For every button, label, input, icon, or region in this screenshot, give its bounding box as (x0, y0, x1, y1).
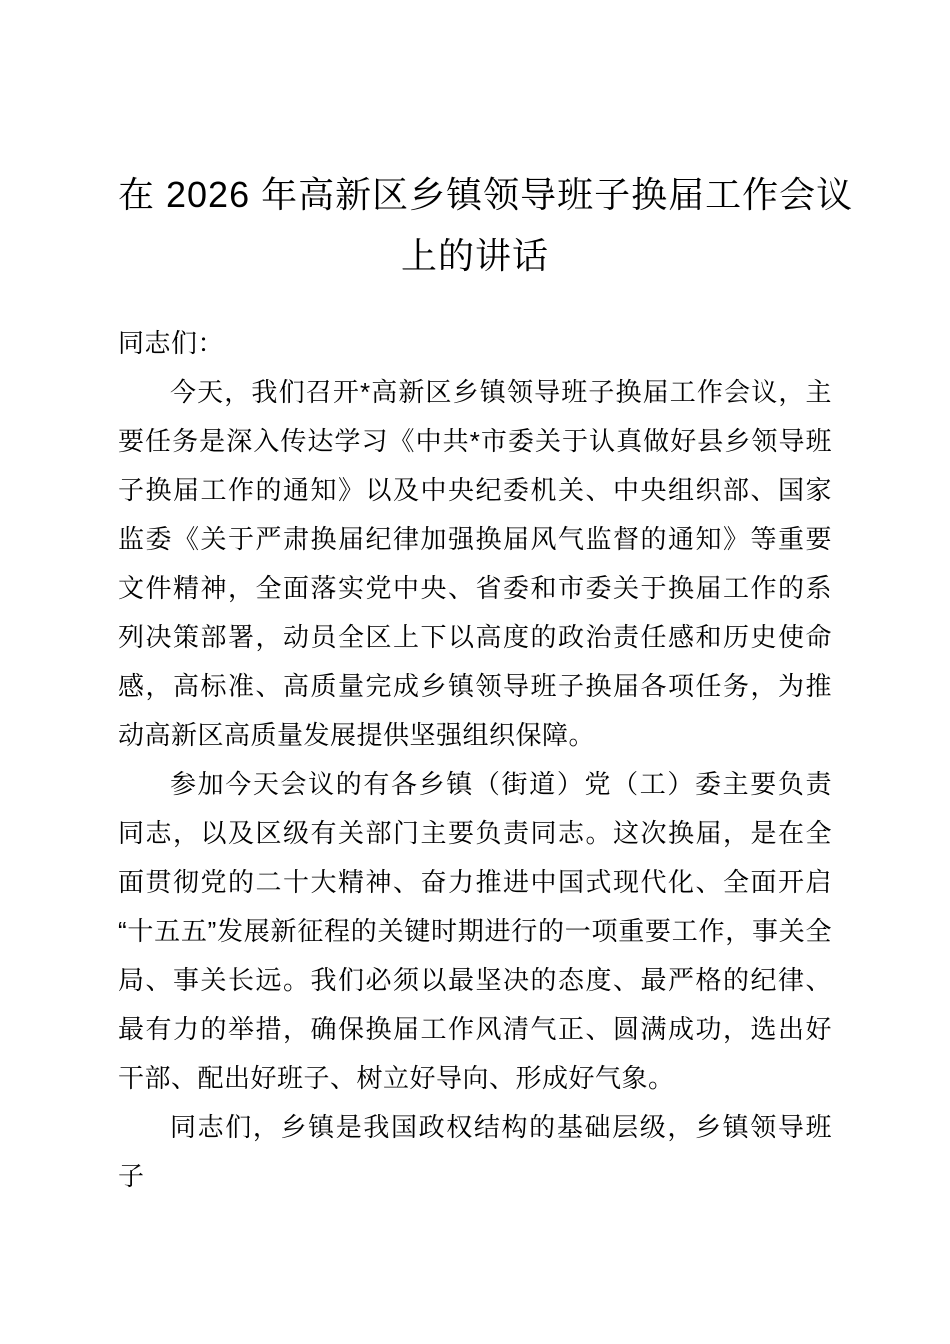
document-title-line-1: 在 2026 年高新区乡镇领导班子换届工作会议 (118, 174, 854, 215)
body-paragraph-1: 今天，我们召开*高新区乡镇领导班子换届工作会议，主要任务是深入传达学习《中共*市委关于认真做好县乡领导班子换届工作的通知》以及中央纪委机关、中央组织部、国家监委《关于严肃换届纪律加强换届风气监督的通知》等重要文件精神，全面落实党中央、省委和市委关于换届工作的系列决策部署，动员全区上下以高度的政治责任感和历史使命感，高标准、高质量完成乡镇领导班子换届各项任务，为推动高新区高质量发展提供坚强组织保障。 (118, 377, 832, 750)
document-title-line-2: 上的讲话 (400, 235, 549, 276)
salutation-paragraph: 同志们： (118, 328, 225, 358)
body-paragraph-3-truncated: 同志们，乡镇是我国政权结构的基础层级，乡镇领导班子 (118, 1112, 832, 1191)
document-title (118, 164, 854, 286)
body-paragraph-2: 参加今天会议的有各乡镇（街道）党（工）委主要负责同志，以及区级有关部门主要负责同志。这次换届，是在全面贯彻党的二十大精神、奋力推进中国式现代化、全面开启“十五五”发展新征程的关键时期进行的一项重要工作，事关全局、事关长远。我们必须以最坚决的态度、最严格的纪律、最有力的举措，确保换届工作风清气正、圆满成功，选出好干部、配出好班子、树立好导向、形成好气象。 (118, 769, 832, 1093)
